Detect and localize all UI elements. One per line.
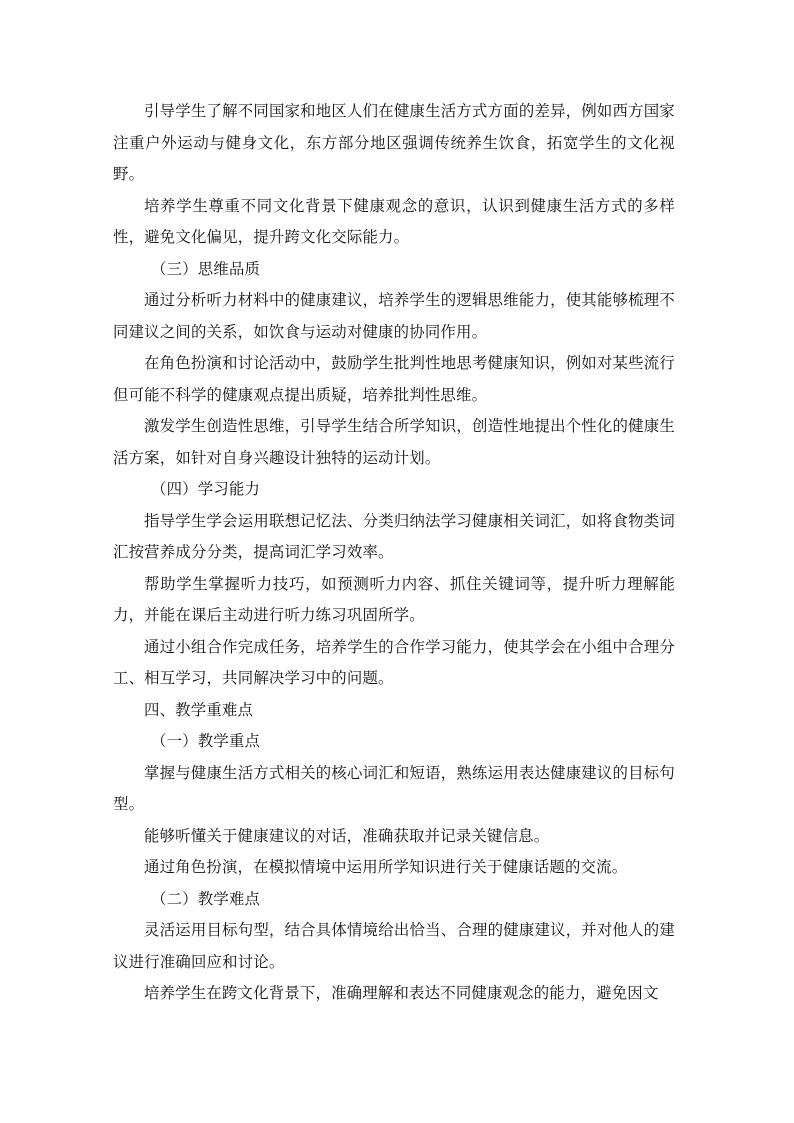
- paragraph-cross-cultural: 培养学生在跨文化背景下，准确理解和表达不同健康观念的能力，避免因文: [144, 984, 659, 1002]
- paragraph-vocabulary-methods: 指导学生学会运用联想记忆法、分类归纳法学习健康相关词汇，如将食物类词汇按营养成分分类，提高词汇学习效率。: [113, 511, 675, 561]
- paragraph-role-play: 通过角色扮演，在模拟情境中运用所学知识进行关于健康话题的交流。: [144, 858, 628, 876]
- paragraph-critical-thinking: 在角色扮演和讨论活动中，鼓励学生批判性地思考健康知识，例如对某些流行但可能不科学的健康观点提出质疑，培养批判性思维。: [113, 354, 675, 404]
- paragraph-listening-skills: 帮助学生掌握听力技巧，如预测听力内容、抓住关键词等，提升听力理解能力，并能在课后主动进行听力练习巩固所学。: [113, 574, 675, 624]
- section-heading-key-difficulties: 四、教学重难点: [144, 700, 254, 719]
- paragraph-flexible-usage: 灵活运用目标句型，结合具体情境给出恰当、合理的健康建议，并对他人的建议进行准确回应和讨论。: [113, 921, 675, 971]
- paragraph-listening-dialogue: 能够听懂关于健康建议的对话，准确获取并记录关键信息。: [144, 826, 550, 845]
- paragraph-core-vocabulary: 掌握与健康生活方式相关的核心词汇和短语，熟练运用表达健康建议的目标句型。: [113, 763, 675, 813]
- subheading-teaching-focus: （一）教学重点: [151, 732, 261, 750]
- paragraph-cultural-respect: 培养学生尊重不同文化背景下健康观念的意识，认识到健康生活方式的多样性，避免文化偏见，提升跨文化交际能力。: [113, 196, 675, 246]
- subheading-teaching-difficulty: （二）教学难点: [151, 889, 261, 908]
- paragraph-logical-thinking: 通过分析听力材料中的健康建议，培养学生的逻辑思维能力，使其能够梳理不同建议之间的关系，如饮食与运动对健康的协同作用。: [113, 291, 675, 341]
- paragraph-cooperative-learning: 通过小组合作完成任务，培养学生的合作学习能力，使其学会在小组中合理分工、相互学习，共同解决学习中的问题。: [113, 637, 675, 687]
- document-body: [113, 96, 675, 1010]
- subheading-learning-ability: （四）学习能力: [151, 480, 261, 498]
- paragraph-cultural-differences: 引导学生了解不同国家和地区人们在健康生活方式方面的差异，例如西方国家注重户外运动与健身文化，东方部分地区强调传统养生饮食，拓宽学生的文化视野。: [113, 102, 675, 183]
- subheading-thinking-quality: （三）思维品质: [151, 259, 261, 278]
- paragraph-creative-thinking: 激发学生创造性思维，引导学生结合所学知识，创造性地提出个性化的健康生活方案，如针对自身兴趣设计独特的运动计划。: [113, 417, 675, 467]
